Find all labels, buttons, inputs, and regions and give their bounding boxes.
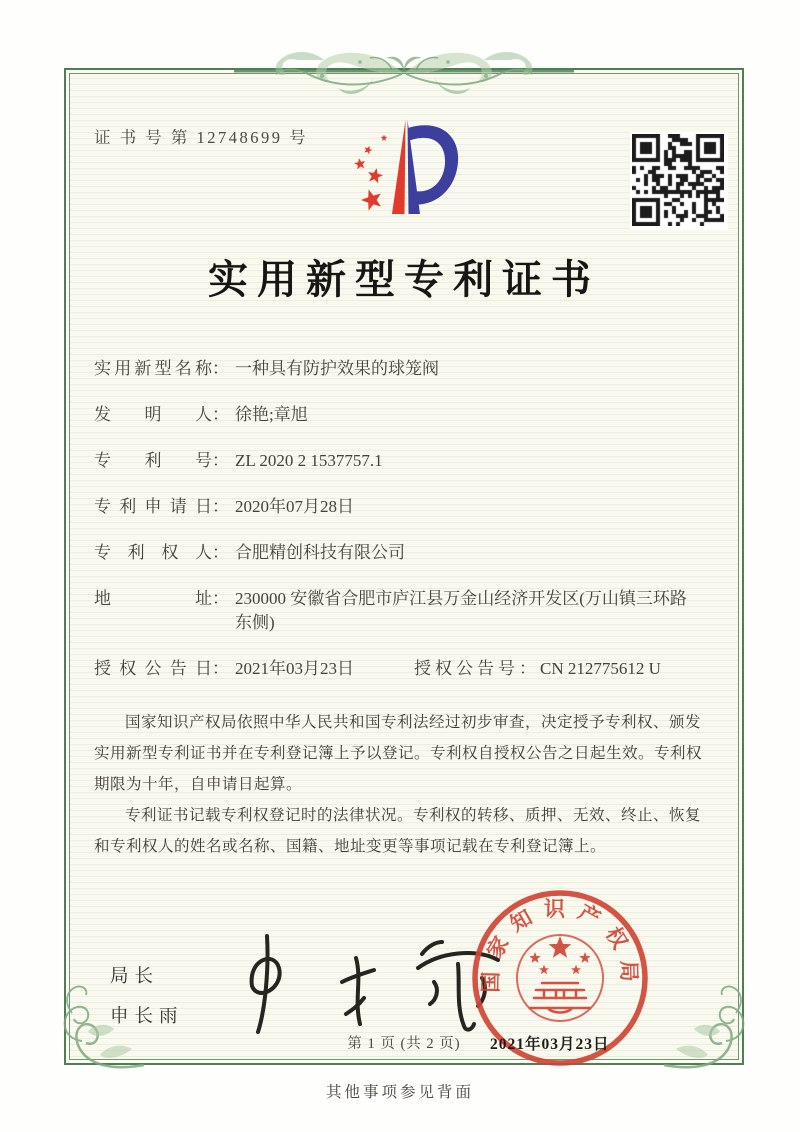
field-value: 徐艳;章旭 [235, 405, 308, 424]
field-patentee: 专利权人 ： 合肥精创科技有限公司 [94, 541, 714, 565]
national-emblem [517, 935, 603, 1021]
field-label: 专利权人 [94, 543, 212, 562]
field-value: ZL 2020 2 1537757.1 [235, 451, 383, 470]
field-label: 专利号 [94, 451, 212, 470]
director-title: 局长 [110, 967, 160, 987]
field-value: 合肥精创科技有限公司 [235, 543, 405, 562]
certificate-number: 证 书 号 第 12748699 号 [94, 128, 309, 147]
field-value: 一种具有防护效果的球笼阀 [235, 359, 439, 378]
field-label: 实用新型名称 [94, 359, 212, 378]
legal-text [94, 707, 714, 862]
director-block [110, 962, 184, 1042]
certificate-content [66, 70, 742, 1063]
field-label: 地址 [94, 589, 212, 608]
seal-text: 国家知识产权局 [478, 897, 642, 993]
field-value: 2020年07月28日 [235, 497, 354, 516]
legal-paragraph-1: 国家知识产权局依照中华人民共和国专利法经过初步审查，决定授予专利权、颁发实用新型专利证书并在专利登记簿上予以登记。专利权自授权公告之日起生效。专利权期限为十年，自申请日起算。 [94, 714, 703, 793]
field-value: 230000 安徽省合肥市庐江县万金山经济开发区(万山镇三环路东侧) [235, 589, 687, 632]
field-inventor: 发明人 ： 徐艳;章旭 [94, 403, 714, 427]
field-address: 地址 ： 230000 安徽省合肥市庐江县万金山经济开发区(万山镇三环路东侧) [94, 587, 714, 635]
seal-date: 2021年03月23日 [490, 1036, 610, 1053]
field-grant-row: 授权公告日 ： 2021年03月23日 授权公告号 ： CN 212775612 U [94, 657, 714, 681]
field-value: CN 212775612 U [540, 659, 661, 678]
qr-code [630, 132, 728, 230]
field-name: 实用新型名称 ： 一种具有防护效果的球笼阀 [94, 357, 714, 381]
director-name: 申长雨 [110, 1007, 184, 1027]
back-note: 其他事项参见背面 [325, 1084, 474, 1101]
field-label: 授权公告号 [414, 659, 519, 678]
field-patent-number: 专利号 ： ZL 2020 2 1537757.1 [94, 449, 714, 473]
page-indicator: 第 1 页 (共 2 页) [347, 1036, 461, 1052]
field-label: 专利申请日 [94, 497, 212, 516]
field-label: 发明人 [94, 405, 212, 424]
field-grant-number: 授权公告号 ： CN 212775612 U [414, 657, 661, 681]
certificate-frame [64, 68, 744, 1065]
logo-wedge-red [392, 120, 406, 214]
legal-paragraph-2: 专利证书记载专利权登记时的法律状况。专利权的转移、质押、无效、终止、恢复和专利权人的姓名或名称、国籍、地址变更等事项记载在专利登记簿上。 [94, 807, 702, 855]
certificate-title: 实用新型专利证书 [208, 257, 600, 302]
field-label: 授权公告日 [94, 659, 212, 678]
top-floral-ornament [234, 40, 574, 102]
field-filing-date: 专利申请日 ： 2020年07月28日 [94, 495, 714, 519]
cnipa-logo [348, 116, 460, 218]
field-list [94, 357, 714, 681]
field-grant-date: 2021年03月23日 [235, 659, 354, 678]
